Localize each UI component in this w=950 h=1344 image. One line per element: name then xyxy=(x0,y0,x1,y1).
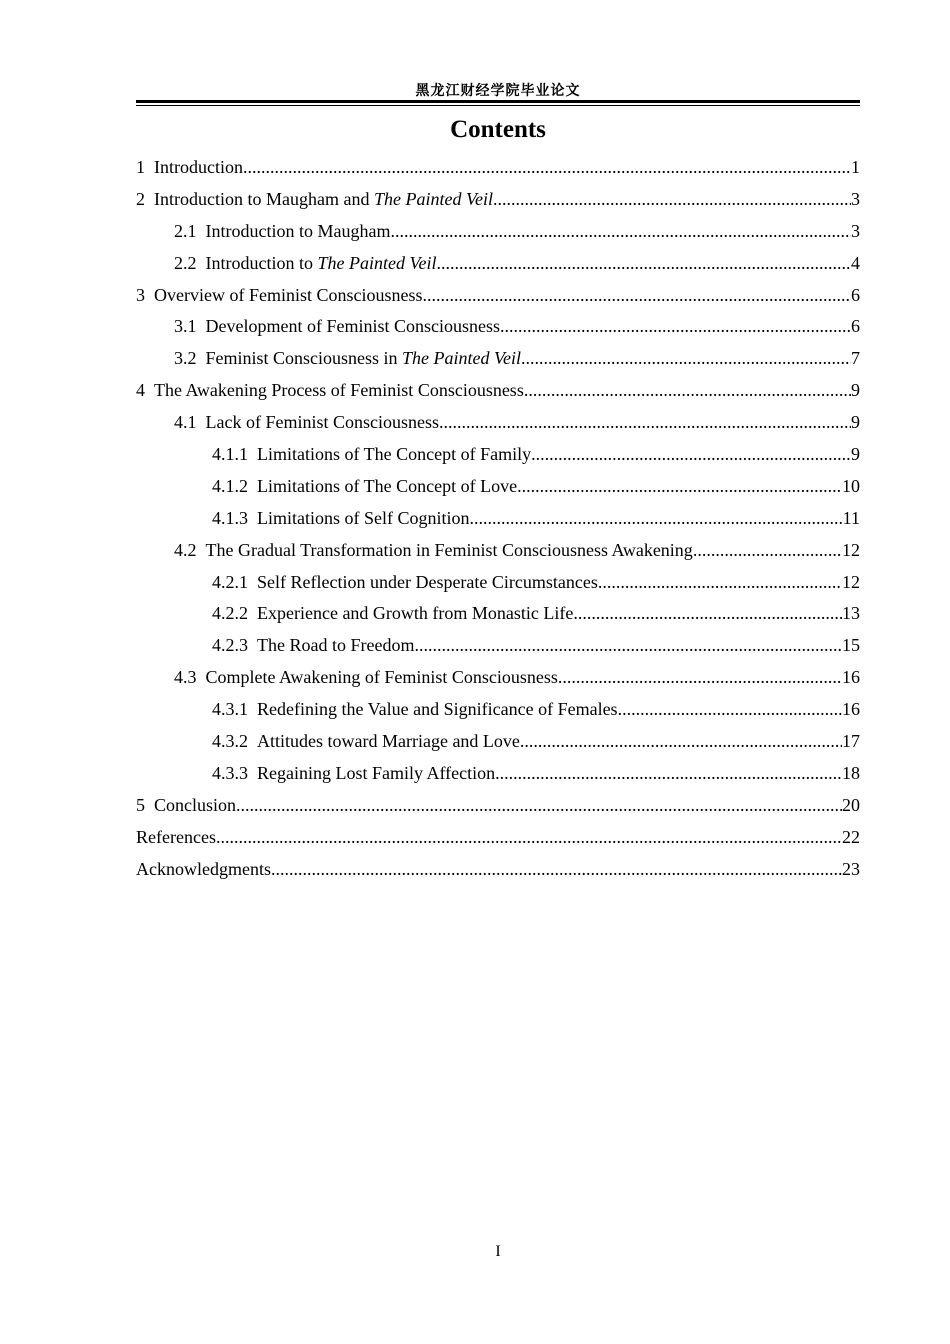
toc-dot-leader xyxy=(520,726,842,758)
toc-entry-spacer xyxy=(145,184,154,216)
toc-entry-title-italic: The Painted Veil xyxy=(402,348,521,369)
toc-entry-title xyxy=(206,248,437,280)
toc-entry-number: 2 xyxy=(136,188,145,209)
toc-dot-leader xyxy=(439,407,851,439)
toc-entry-page: 12 xyxy=(842,571,860,592)
toc-entry-page: 11 xyxy=(842,507,860,528)
toc-entry-number: 5 xyxy=(136,794,145,815)
toc-entry-spacer xyxy=(145,375,154,407)
toc-entry[interactable] xyxy=(136,503,860,535)
toc-dot-leader xyxy=(693,535,842,567)
toc-entry-title-text: Feminist Consciousness in xyxy=(205,348,403,369)
toc-entry-title xyxy=(136,822,216,854)
toc-entry-title-text: Introduction to Maugham xyxy=(205,220,391,241)
toc-entry-page: 9 xyxy=(851,444,860,465)
toc-entry-spacer xyxy=(197,343,206,375)
toc-entry[interactable] xyxy=(136,535,860,567)
toc-entry-title-text: Acknowledgments xyxy=(136,858,271,879)
toc-entry-spacer xyxy=(248,471,257,503)
toc-dot-leader xyxy=(216,822,842,854)
toc-entry-title-text: Overview of Feminist Consciousness xyxy=(154,284,423,305)
toc-entry-title-text: Lack of Feminist Consciousness xyxy=(205,412,439,433)
toc-dot-leader xyxy=(271,854,842,886)
toc-entry-number: 4.2.1 xyxy=(212,571,248,592)
toc-entry[interactable] xyxy=(136,375,860,407)
toc-entry[interactable] xyxy=(136,567,860,599)
toc-dot-leader xyxy=(558,662,842,694)
toc-entry-number: 4.1.2 xyxy=(212,475,248,496)
toc-entry[interactable] xyxy=(136,311,860,343)
toc-entry-title-text: Conclusion xyxy=(154,794,237,815)
toc-entry-title xyxy=(136,854,271,886)
toc-entry-title xyxy=(257,503,470,535)
toc-entry-page: 22 xyxy=(842,826,860,847)
toc-entry[interactable] xyxy=(136,854,860,886)
toc-entry-title xyxy=(154,280,422,312)
toc-entry-page: 6 xyxy=(851,284,860,305)
toc-entry[interactable] xyxy=(136,439,860,471)
page-title: Contents xyxy=(450,116,546,143)
toc-entry-spacer xyxy=(248,598,257,630)
header-rule-thin xyxy=(136,105,860,106)
toc-entry[interactable] xyxy=(136,216,860,248)
toc-entry-number: 4.1.1 xyxy=(212,444,248,465)
toc-entry[interactable] xyxy=(136,630,860,662)
toc-entry-title-text: Self Reflection under Desperate Circumstances xyxy=(257,571,598,592)
toc-entry-page: 10 xyxy=(842,475,860,496)
toc-dot-leader xyxy=(524,375,851,407)
toc-entry-spacer xyxy=(197,248,206,280)
toc-entry-number: 4.1.3 xyxy=(212,507,248,528)
toc-dot-leader xyxy=(531,439,851,471)
toc-entry-title xyxy=(206,662,558,694)
toc-entry-number: 3.1 xyxy=(174,316,197,337)
toc-entry-spacer xyxy=(145,152,154,184)
toc-entry-title-italic: The Painted Veil xyxy=(317,252,437,273)
toc-dot-leader xyxy=(470,503,843,535)
toc-entry-page: 16 xyxy=(842,699,860,720)
toc-entry-number: 4.3.3 xyxy=(212,762,248,783)
toc-dot-leader xyxy=(243,152,851,184)
toc-entry[interactable] xyxy=(136,662,860,694)
toc-entry-spacer xyxy=(248,439,257,471)
toc-entry[interactable] xyxy=(136,598,860,630)
toc-entry[interactable] xyxy=(136,726,860,758)
toc-entry-number: 3 xyxy=(136,284,145,305)
toc-entry[interactable] xyxy=(136,822,860,854)
toc-entry-spacer xyxy=(248,503,257,535)
toc-entry-spacer xyxy=(248,694,257,726)
toc-entry-title xyxy=(154,152,243,184)
toc-entry-page: 23 xyxy=(842,858,860,879)
toc-entry-page: 4 xyxy=(851,252,860,273)
toc-entry-spacer xyxy=(197,311,206,343)
toc-entry-title xyxy=(206,535,693,567)
toc-dot-leader xyxy=(436,248,851,280)
toc-entry-spacer xyxy=(197,407,206,439)
page-header: 黑龙江财经学院毕业论文 xyxy=(415,83,581,99)
toc-entry-page: 16 xyxy=(842,667,860,688)
toc-entry-page: 9 xyxy=(851,380,860,401)
toc-entry-title-text: Limitations of The Concept of Family xyxy=(257,444,532,465)
toc-dot-leader xyxy=(521,343,851,375)
toc-entry-title-text: Attitudes toward Marriage and Love xyxy=(257,731,520,752)
toc-entry-number: 2.1 xyxy=(174,220,197,241)
toc-entry-title-text: Experience and Growth from Monastic Life xyxy=(257,603,574,624)
toc-entry-title-text: Introduction xyxy=(154,157,243,177)
toc-entry[interactable] xyxy=(136,758,860,790)
toc-entry[interactable] xyxy=(136,280,860,312)
toc-entry-title-text: Limitations of Self Cognition xyxy=(257,507,470,528)
toc-entry-title xyxy=(154,375,524,407)
toc-entry-number: 4.2 xyxy=(174,539,197,560)
toc-dot-leader xyxy=(422,280,851,312)
toc-entry-number: 4.3.2 xyxy=(212,731,248,752)
toc-entry-spacer xyxy=(145,790,154,822)
toc-entry-page: 6 xyxy=(851,316,860,337)
toc-entry-number: 4.2.2 xyxy=(212,603,248,624)
toc-entry-title-text: References xyxy=(136,826,216,847)
toc-dot-leader xyxy=(390,216,851,248)
toc-dot-leader xyxy=(500,311,851,343)
toc-entry-title-text: Limitations of The Concept of Love xyxy=(257,475,518,496)
toc-entry-title-text: Introduction to Maugham and xyxy=(154,188,374,209)
toc-entry-title xyxy=(206,407,439,439)
toc-entry-page: 17 xyxy=(842,731,860,752)
toc-entry-page: 15 xyxy=(842,635,860,656)
toc-entry-page: 12 xyxy=(842,539,860,560)
toc-entry-title-text: Introduction to xyxy=(205,252,318,273)
toc-entry-title xyxy=(206,311,500,343)
toc-entry-spacer xyxy=(248,630,257,662)
toc-entry-title-text: The Gradual Transformation in Feminist Consciousness Awakening xyxy=(205,539,693,560)
toc-entry-spacer xyxy=(145,280,154,312)
toc-entry-title xyxy=(257,694,618,726)
toc-entry[interactable] xyxy=(136,248,860,280)
toc-entry[interactable] xyxy=(136,407,860,439)
toc-entry-title xyxy=(257,439,531,471)
toc-entry-spacer xyxy=(248,567,257,599)
toc-entry-title-text: The Awakening Process of Feminist Consciousness xyxy=(154,380,524,401)
toc-entry-title xyxy=(206,343,522,375)
toc-entry-title-italic: The Painted Veil xyxy=(373,188,493,209)
toc-entry-page: 20 xyxy=(842,794,860,815)
toc-dot-leader xyxy=(517,471,842,503)
toc-entry-number: 1 xyxy=(136,157,145,177)
toc-entry-number: 4.2.3 xyxy=(212,635,248,656)
toc-entry-title xyxy=(257,567,598,599)
toc-dot-leader xyxy=(573,598,842,630)
toc-entry-number: 4.1 xyxy=(174,412,197,433)
toc-entry-title xyxy=(154,790,236,822)
table-of-contents xyxy=(136,152,860,885)
toc-entry-number: 2.2 xyxy=(174,252,197,273)
toc-dot-leader xyxy=(236,790,842,822)
toc-entry-number: 3.2 xyxy=(174,348,197,369)
toc-entry-title xyxy=(257,598,573,630)
toc-entry-spacer xyxy=(197,662,206,694)
toc-entry-title xyxy=(257,471,517,503)
toc-entry-page: 18 xyxy=(842,762,860,783)
toc-entry-spacer xyxy=(197,216,206,248)
toc-entry-title xyxy=(206,216,391,248)
page-number: I xyxy=(495,1243,501,1260)
toc-entry-title-text: Complete Awakening of Feminist Consciousness xyxy=(205,667,558,688)
toc-dot-leader xyxy=(493,184,851,216)
header-rule-thick xyxy=(136,100,860,103)
toc-entry-page: 9 xyxy=(851,412,860,433)
toc-entry-page: 3 xyxy=(851,220,860,241)
toc-entry-title xyxy=(154,184,493,216)
toc-entry[interactable] xyxy=(136,152,860,184)
toc-entry-page: 3 xyxy=(851,188,860,209)
toc-entry-page: 7 xyxy=(851,348,860,369)
toc-entry-number: 4.3.1 xyxy=(212,699,248,720)
toc-entry[interactable] xyxy=(136,790,860,822)
toc-entry-page: 13 xyxy=(842,603,860,624)
toc-entry-title-text: Regaining Lost Family Affection xyxy=(257,762,496,783)
toc-entry[interactable] xyxy=(136,694,860,726)
toc-dot-leader xyxy=(414,630,842,662)
toc-entry[interactable] xyxy=(136,343,860,375)
toc-entry[interactable] xyxy=(136,471,860,503)
toc-entry-title-text: Development of Feminist Consciousness xyxy=(205,316,500,337)
toc-entry-spacer xyxy=(197,535,206,567)
toc-entry-spacer xyxy=(248,726,257,758)
toc-entry-title xyxy=(257,758,495,790)
toc-entry-title-text: The Road to Freedom xyxy=(257,635,415,656)
toc-entry-number: 4 xyxy=(136,380,145,401)
toc-entry-title xyxy=(257,630,414,662)
toc-entry-page: 1 xyxy=(851,157,860,177)
toc-entry[interactable] xyxy=(136,184,860,216)
toc-entry-title-text: Redefining the Value and Significance of Females xyxy=(257,699,618,720)
toc-entry-spacer xyxy=(248,758,257,790)
toc-dot-leader xyxy=(495,758,842,790)
toc-entry-title xyxy=(257,726,520,758)
toc-dot-leader xyxy=(598,567,842,599)
toc-dot-leader xyxy=(618,694,842,726)
toc-entry-number: 4.3 xyxy=(174,667,197,688)
